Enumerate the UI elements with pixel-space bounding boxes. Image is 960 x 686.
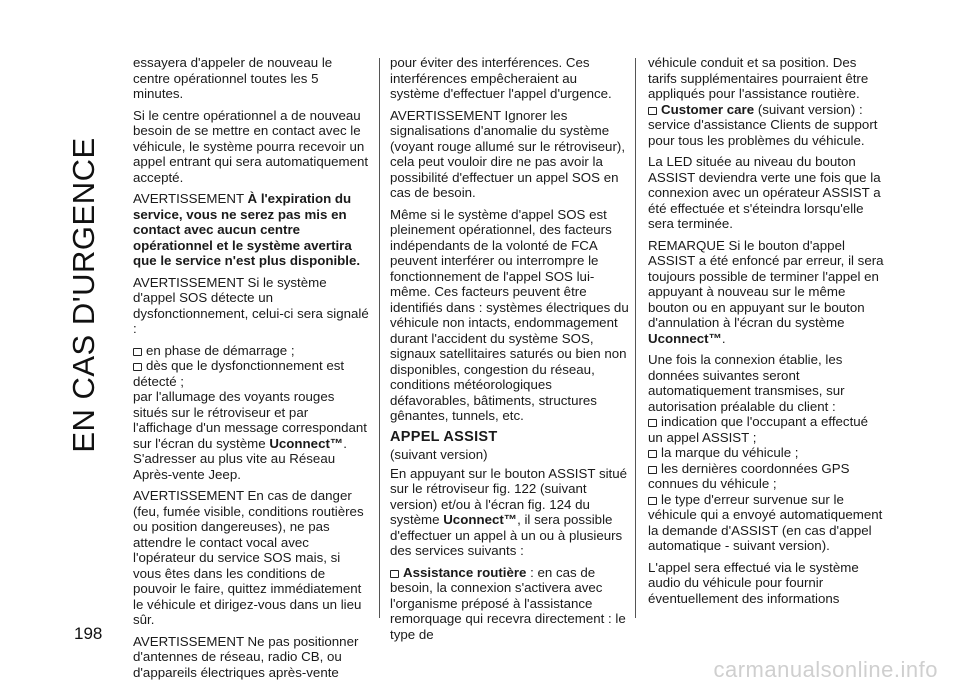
column-divider [635,58,636,618]
list-item-text: : en cas de besoin, la connexion s'activera avec l'organisme préposé à l'assistance remorquage qui recevra directement : le type de [390,564,626,642]
paragraph: Même si le système d'appel SOS est pleinement opérationnel, des facteurs indépendants de la volonté de FCA peuvent interférer ou interrompre le fonctionnement de l'appel SOS lui-même. Ces facteurs peuvent être identifiés dans : systèmes électriques du véhicule non intacts, endommagement durant l'accident du système SOS, signaux satellitaires saturés ou bien non disponibles, congestion du réseau, conditions météorologiques défavorables, bâtiments, structures gênantes, tunnels, etc. [390,206,629,423]
list-item [133,343,371,359]
warning-label: AVERTISSEMENT [133,191,248,206]
list-item-text: dès que le dysfonctionnement est détecté ; [133,358,345,389]
warning-bold-text: À l'expiration du service, vous ne serez pas mis en contact avec aucun centre opérationnel et le système avertira que le service n'est plus disponible. [133,191,361,268]
paragraph: Si le centre opérationnel a de nouveau besoin de se mettre en contact avec le véhicule, le système pourra recevoir un appel entrant qui sera automatiquement accepté. [133,107,369,185]
list-item-text: en phase de démarrage ; [146,342,295,358]
paragraph: AVERTISSEMENT Ne pas positionner d'antennes de réseau, radio CB, ou d'appareils électriques après-vente [133,633,359,680]
list-item-text: les dernières coordonnées GPS connues du véhicule ; [648,460,850,491]
text-span: En appuyant sur le bouton ASSIST situé sur le rétroviseur fig. 122 (suivant version) et/ou à l'écran fig. 124 du système [390,465,628,527]
paragraph: L'appel sera effectué via le système audio du véhicule pour fournir éventuellement des informations [648,559,859,606]
list-item-text: indication que l'occupant a effectué un appel ASSIST ; [648,414,869,445]
text-span: par l'allumage des voyants rouges situés sur le rétroviseur et par l'affichage d'un message correspondant sur l'écran du système [133,389,367,451]
service-name: Customer care [661,101,755,117]
bullet-list [133,343,371,390]
paragraph [133,389,371,482]
brand-name: Uconnect™ [648,330,722,346]
list-item [648,492,886,554]
paragraph: AVERTISSEMENT En cas de danger (feu, fumée visible, conditions routières ou position dangereuses), ne pas attendre le contact vocal avec l'opérateur du service SOS mais, si vous êtes dans les conditions de pouvoir le faire, quittez immédiatement le véhicule et dirigez-vous dans un lieu sûr. [133,488,364,627]
paragraph: La LED située au niveau du bouton ASSIST deviendra verte une fois que la connexion avec un opérateur ASSIST a été effectuée et s'éteindra lorsqu'elle sera terminée. [648,154,881,231]
text-span: . S'adresser au plus vite au Réseau Après-vente Jeep. [133,435,347,482]
section-heading: APPEL ASSIST [390,428,498,445]
subheading: (suivant version) [390,447,488,462]
bullet-box-icon [648,107,657,115]
list-item [648,102,886,149]
paragraph: Une fois la connexion établie, les données suivantes seront automatiquement transmises, sur autorisation préalable du client : [648,352,845,414]
text-column-3 [648,55,886,612]
bullet-box-icon [648,450,657,458]
text-column-1 [133,55,371,686]
bullet-box-icon [648,466,657,474]
list-item [133,358,371,389]
bullet-list [648,414,886,554]
list-item-text: (suivant version) : service d'assistance Clients de support pour tous les problèmes du véhicule. [648,101,878,148]
brand-name: Uconnect™ [269,435,344,451]
paragraph [390,466,630,559]
list-item-text: la marque du véhicule ; [661,445,799,460]
list-item [648,445,886,461]
page-number: 198 [74,624,103,643]
text-column-2 [390,55,630,648]
text-span: REMARQUE Si le bouton d'appel ASSIST a été enfoncé par erreur, il sera toujours possible de terminer l'appel en appuyant à nouveau sur le même bouton ou en appuyant sur le bouton d'annulation à l'écran du système [648,237,884,330]
text-span: , il sera possible d'effectuer un appel à un ou à plusieurs des services suivants : [390,512,623,558]
section-title-vertical [40,60,128,530]
paragraph: AVERTISSEMENT Si le système d'appel SOS détecte un dysfonctionnement, celui-ci sera signalé : [133,274,369,336]
service-name: Assistance routière [403,564,527,580]
column-divider [379,58,380,618]
paragraph [648,238,886,347]
watermark-text: carmanualsonline.info [713,657,938,682]
bullet-box-icon [133,363,142,371]
list-item [390,565,630,643]
paragraph: AVERTISSEMENT Ignorer les signalisations d'anomalie du système (voyant rouge allumé sur le rétroviseur), cela peut vouloir dire ne pas avoir la possibilité d'effectuer un appel SOS en cas de besoin. [390,107,626,200]
text-span: . [721,330,726,346]
warning-paragraph [133,191,371,269]
paragraph: pour éviter des interférences. Ces interférences empêcheraient au système d'effectuer l'appel d'urgence. [390,55,612,101]
bullet-box-icon [390,570,399,578]
list-item-text: le type d'erreur survenue sur le véhicule qui a envoyé automatiquement la demande d'ASSIST (en cas d'appel automatique - suivant version). [648,491,883,553]
bullet-box-icon [648,419,657,427]
section-title-text: EN CAS D'URGENCE [66,137,101,453]
paragraph: essayera d'appeler de nouveau le centre opérationnel toutes les 5 minutes. [133,55,333,101]
brand-name: Uconnect™ [443,512,518,527]
list-item [648,461,886,492]
paragraph: véhicule conduit et sa position. Des tarifs supplémentaires pourraient être appliqués pour l'assistance routière. [648,55,869,101]
bullet-box-icon [648,497,657,505]
list-item [648,414,886,445]
bullet-box-icon [133,348,142,356]
